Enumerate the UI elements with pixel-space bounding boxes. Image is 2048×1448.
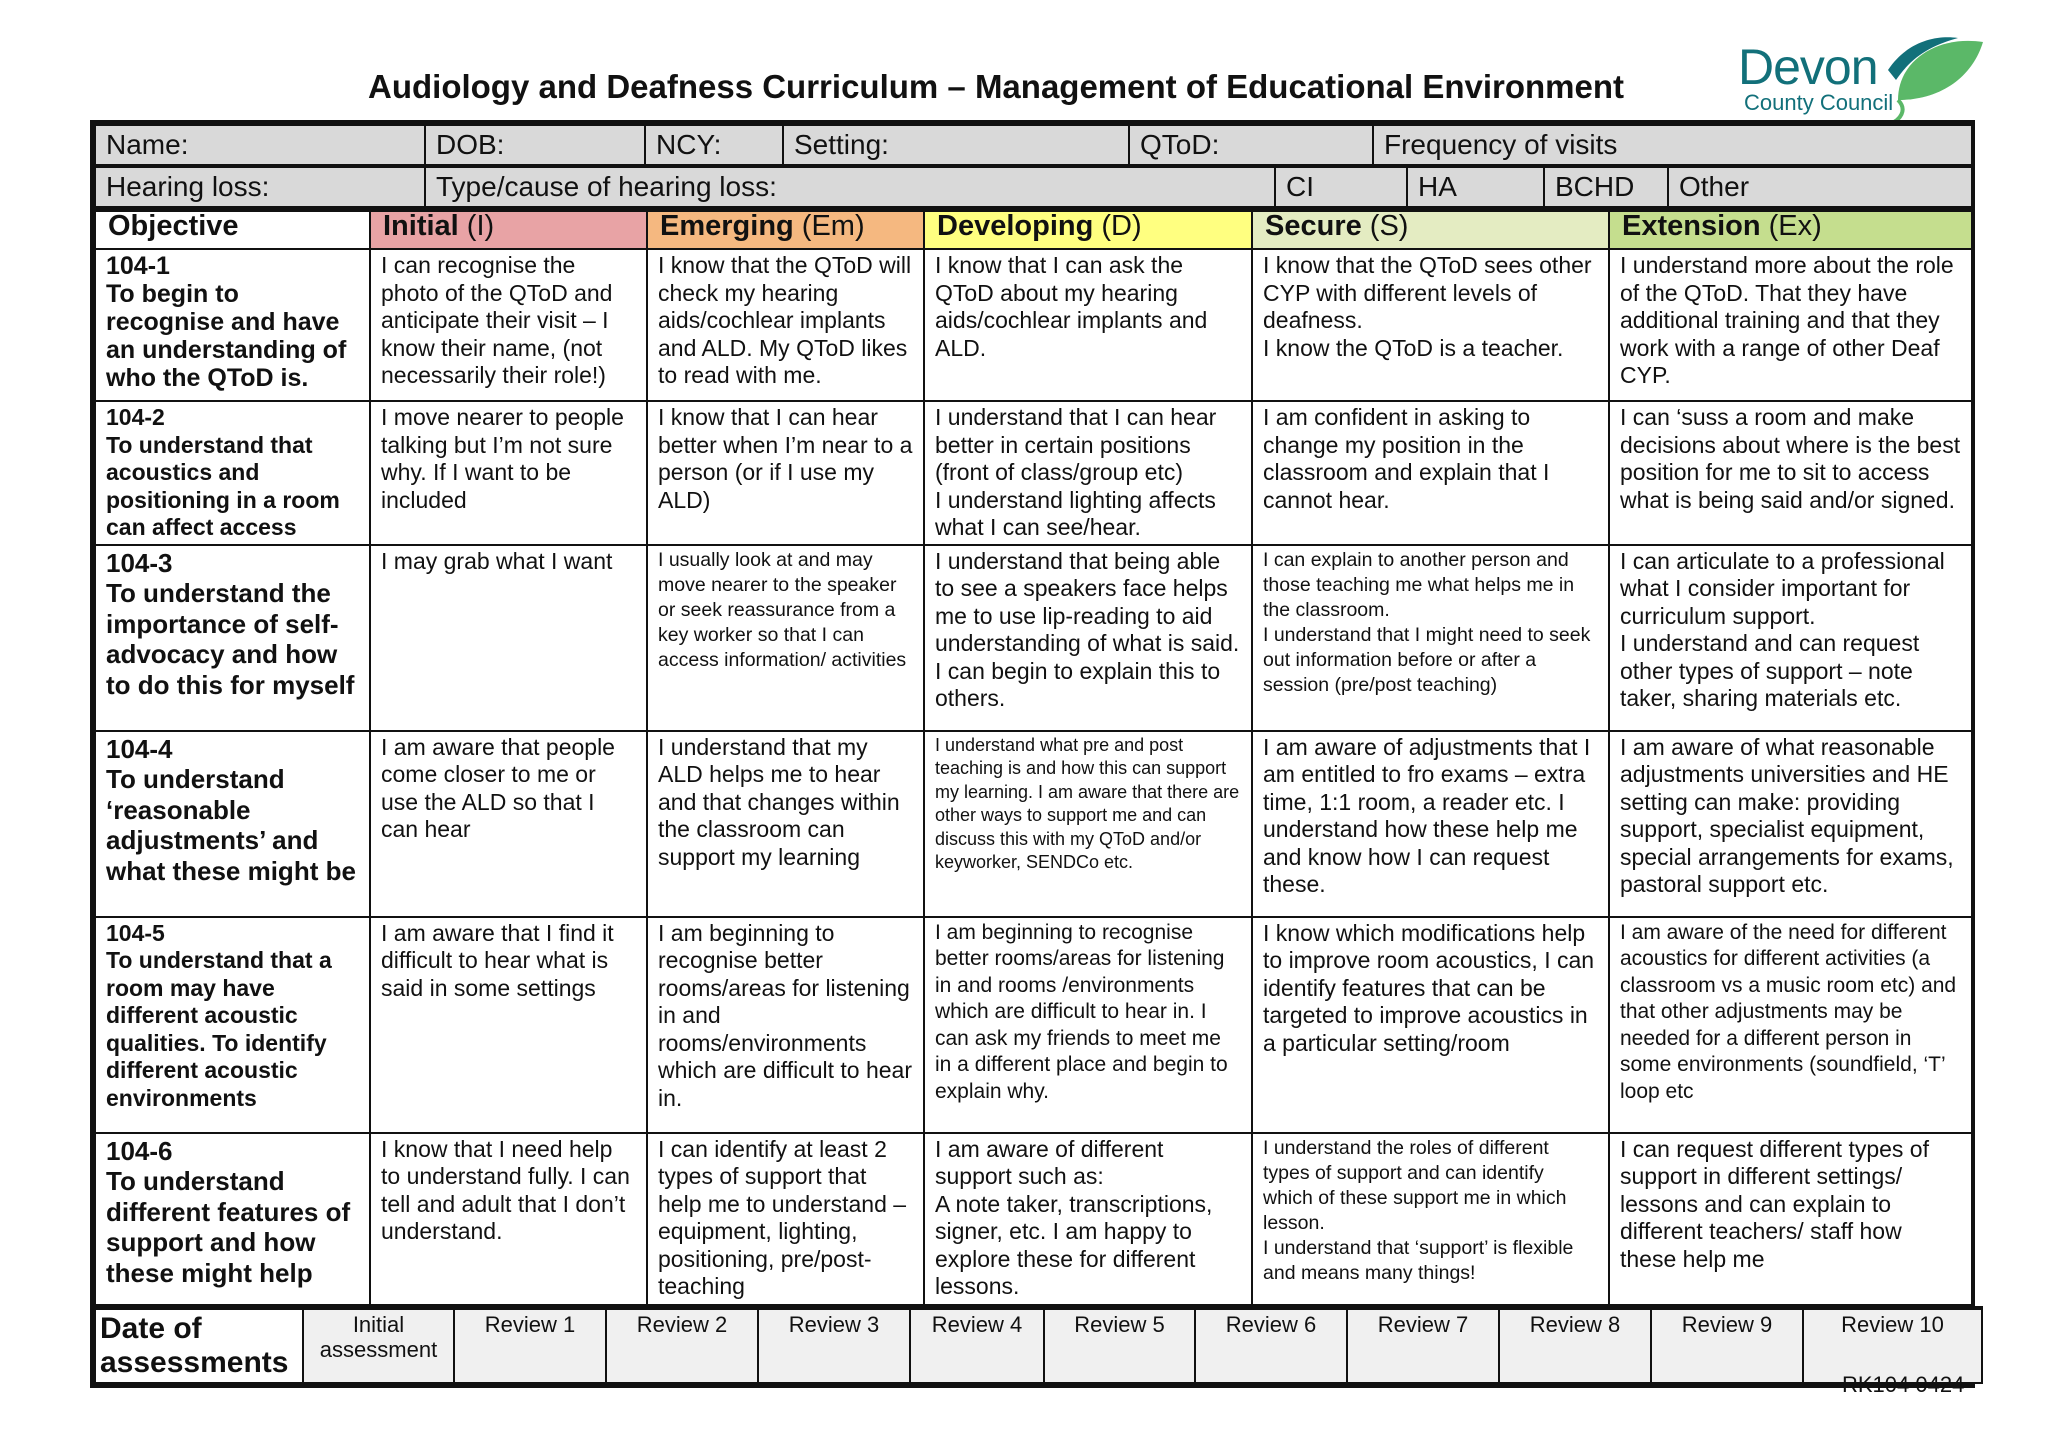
- emerging-cell: I understand that my ALD helps me to hear and that changes within the classroom can support my learning: [647, 731, 924, 917]
- column-developing: Developing (D): [924, 210, 1252, 249]
- ncy-field[interactable]: NCY:: [645, 125, 783, 165]
- objective-cell: 104-4 To understand ‘reasonable adjustments’ and what these might be: [95, 731, 370, 917]
- column-initial: Initial (I): [370, 210, 647, 249]
- date-cell-review-9[interactable]: Review 9: [1651, 1308, 1803, 1383]
- column-secure: Secure (S): [1252, 210, 1609, 249]
- page-title: Audiology and Deafness Curriculum – Management of Educational Environment: [368, 68, 1625, 105]
- extension-cell: I am aware of what reasonable adjustments universities and HE setting can make: providing support, specialist equipment, special arrangements for exams, pastoral support etc.: [1609, 731, 1972, 917]
- logo-county-council: County Council: [1744, 90, 1894, 115]
- column-extension: Extension (Ex): [1609, 210, 1972, 249]
- initial-cell: I can recognise the photo of the QToD and anticipate their visit – I know their name, (not necessarily their role!): [370, 249, 647, 401]
- curriculum-table: [94, 208, 1973, 1306]
- column-header-row: [95, 210, 1972, 249]
- column-objective: Objective: [95, 210, 370, 249]
- logo-devon: Devon: [1738, 39, 1878, 95]
- table-row: [95, 731, 1972, 917]
- objective-cell: 104-6 To understand different features of support and how these might help: [95, 1133, 370, 1305]
- secure-cell: I know that the QToD sees other CYP with different levels of deafness. I know the QToD is a teacher.: [1252, 249, 1609, 401]
- date-cell-review-8[interactable]: Review 8: [1499, 1308, 1651, 1383]
- hearing-info-table: [94, 166, 1973, 208]
- initial-cell: I may grab what I want: [370, 545, 647, 731]
- objective-cell: 104-1 To begin to recognise and have an understanding of who the QToD is.: [95, 249, 370, 401]
- extension-cell: I understand more about the role of the QToD. That they have additional training and that they work with a range of other Deaf CYP.: [1609, 249, 1972, 401]
- secure-cell: I can explain to another person and those teaching me what helps me in the classroom. I understand that I might need to seek out information before or after a session (pre/post teaching): [1252, 545, 1609, 731]
- student-info-row-1: [95, 125, 1972, 165]
- initial-cell: I move nearer to people talking but I’m not sure why. If I want to be included: [370, 401, 647, 545]
- secure-cell: I understand the roles of different types of support and can identify which of these support me in which lesson. I understand that ‘support’ is flexible and means many things!: [1252, 1133, 1609, 1305]
- table-row: [95, 545, 1972, 731]
- table-row: [95, 249, 1972, 401]
- extension-cell: I am aware of the need for different acoustics for different activities (a classroom vs a music room etc) and that other adjustments may be needed for a different person in some environments (soundfield, ‘T’ loop etc: [1609, 917, 1972, 1133]
- developing-cell: I understand what pre and post teaching is and how this can support my learning. I am aware that there are other ways to support me and can discuss this with my QToD and/or keyworker, SENDCo etc.: [924, 731, 1252, 917]
- date-cell-review-7[interactable]: Review 7: [1347, 1308, 1499, 1383]
- developing-cell: I am beginning to recognise better rooms/areas for listening in and rooms /environments which are difficult to hear in. I can ask my friends to meet me in a different place and begin to explain why.: [924, 917, 1252, 1133]
- bchd-field[interactable]: BCHD: [1544, 167, 1668, 207]
- devon-logo: [1738, 30, 1988, 120]
- other-field[interactable]: Other: [1668, 167, 1972, 207]
- secure-cell: I know which modifications help to improve room acoustics, I can identify features that can be targeted to improve acoustics in a particular setting/room: [1252, 917, 1609, 1133]
- objective-cell: 104-5 To understand that a room may have different acoustic qualities. To identify different acoustic environments: [95, 917, 370, 1133]
- table-row: [95, 917, 1972, 1133]
- table-row: [95, 401, 1972, 545]
- secure-cell: I am confident in asking to change my position in the classroom and explain that I cannot hear.: [1252, 401, 1609, 545]
- ci-field[interactable]: CI: [1275, 167, 1407, 207]
- emerging-cell: I know that I can hear better when I’m near to a person (or if I use my ALD): [647, 401, 924, 545]
- hearing-loss-type-field[interactable]: Type/cause of hearing loss:: [425, 167, 1275, 207]
- date-of-assessments-label: Date of assessments: [95, 1308, 303, 1383]
- developing-cell: I am aware of different support such as: A note taker, transcriptions, signer, etc. I am happy to explore these for different lessons.: [924, 1133, 1252, 1305]
- student-info-table: [94, 124, 1973, 166]
- setting-field[interactable]: Setting:: [783, 125, 1129, 165]
- initial-cell: I am aware that people come closer to me or use the ALD so that I can hear: [370, 731, 647, 917]
- name-field[interactable]: Name:: [95, 125, 425, 165]
- hearing-loss-field[interactable]: Hearing loss:: [95, 167, 425, 207]
- date-cell-review-3[interactable]: Review 3: [758, 1308, 910, 1383]
- initial-cell: I am aware that I find it difficult to hear what is said in some settings: [370, 917, 647, 1133]
- assessment-dates-table: [94, 1306, 1983, 1384]
- table-row: [95, 1133, 1972, 1305]
- date-cell-initial[interactable]: Initial assessment: [303, 1308, 454, 1383]
- date-cell-review-4[interactable]: Review 4: [910, 1308, 1044, 1383]
- extension-cell: I can request different types of support in different settings/ lessons and can explain to different teachers/ staff how these help me: [1609, 1133, 1972, 1305]
- extension-cell: I can ‘suss a room and make decisions about where is the best position for me to sit to access what is being said and/or signed.: [1609, 401, 1972, 545]
- student-info-row-2: [95, 167, 1972, 207]
- initial-cell: I know that I need help to understand fully. I can tell and adult that I don’t understand.: [370, 1133, 647, 1305]
- column-emerging: Emerging (Em): [647, 210, 924, 249]
- curriculum-table-frame: [90, 120, 1975, 1388]
- date-cell-review-2[interactable]: Review 2: [606, 1308, 758, 1383]
- date-cell-review-5[interactable]: Review 5: [1044, 1308, 1195, 1383]
- objective-cell: 104-2 To understand that acoustics and positioning in a room can affect access: [95, 401, 370, 545]
- emerging-cell: I know that the QToD will check my hearing aids/cochlear implants and ALD. My QToD likes to read with me.: [647, 249, 924, 401]
- developing-cell: I understand that I can hear better in certain positions (front of class/group etc) I understand lighting affects what I can see/hear.: [924, 401, 1252, 545]
- developing-cell: I understand that being able to see a speakers face helps me to use lip-reading to aid understanding of what is said. I can begin to explain this to others.: [924, 545, 1252, 731]
- ha-field[interactable]: HA: [1407, 167, 1544, 207]
- emerging-cell: I can identify at least 2 types of support that help me to understand – equipment, lighting, positioning, pre/post-teaching: [647, 1133, 924, 1305]
- date-cell-review-1[interactable]: Review 1: [454, 1308, 606, 1383]
- emerging-cell: I usually look at and may move nearer to the speaker or seek reassurance from a key worker so that I can access information/ activities: [647, 545, 924, 731]
- dob-field[interactable]: DOB:: [425, 125, 645, 165]
- qtod-field[interactable]: QToD:: [1129, 125, 1373, 165]
- assessment-dates-row: [95, 1308, 1982, 1383]
- extension-cell: I can articulate to a professional what I consider important for curriculum support. I understand and can request other types of support – note taker, sharing materials etc.: [1609, 545, 1972, 731]
- secure-cell: I am aware of adjustments that I am entitled to fro exams – extra time, 1:1 room, a reader etc. I understand how these help me and know how I can request these.: [1252, 731, 1609, 917]
- emerging-cell: I am beginning to recognise better rooms/areas for listening in and rooms/environments which are difficult to hear in.: [647, 917, 924, 1133]
- frequency-field[interactable]: Frequency of visits: [1373, 125, 1972, 165]
- leaf-icon: [1878, 30, 1988, 125]
- objective-cell: 104-3 To understand the importance of self-advocacy and how to do this for myself: [95, 545, 370, 731]
- document-reference: RK104 0424: [1842, 1372, 1965, 1397]
- date-cell-review-6[interactable]: Review 6: [1195, 1308, 1347, 1383]
- date-cell-review-10[interactable]: Review 10: [1803, 1308, 1982, 1383]
- developing-cell: I know that I can ask the QToD about my hearing aids/cochlear implants and ALD.: [924, 249, 1252, 401]
